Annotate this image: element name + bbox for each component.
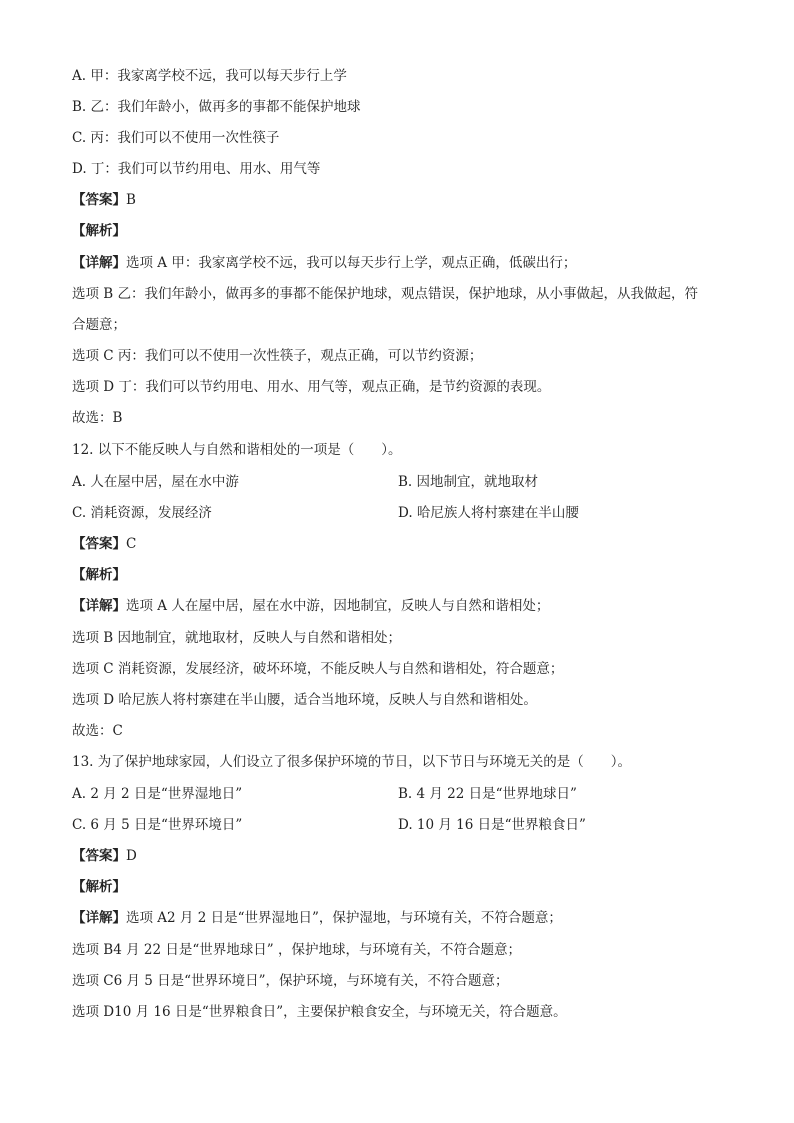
- q12-stem: 12. 以下不能反映人与自然和谐相处的一项是（ ）。: [72, 442, 402, 458]
- q13-analysis-tag: [72, 877, 126, 897]
- q11-detail-line-3: 合题意；: [72, 317, 126, 333]
- analysis-tag: 【解析】: [72, 223, 126, 239]
- answer-tag: 【答案】: [72, 848, 126, 864]
- q12-detail-line-1: [72, 596, 549, 616]
- q11-detail-text-1: 选项 A 甲：我家离学校不远，我可以每天步行上学，观点正确，低碳出行；: [126, 255, 577, 271]
- q11-option-d: D. 丁：我们可以节约用电、用水、用气等: [72, 161, 321, 177]
- q13-option-a: A. 2 月 2 日是“世界湿地日”: [72, 786, 243, 802]
- detail-tag: 【详解】: [72, 598, 126, 614]
- q11-detail-line-4: 选项 C 丙：我们可以不使用一次性筷子，观点正确，可以节约资源；: [72, 348, 483, 364]
- q11-conclusion: 故选：B: [72, 410, 123, 426]
- q12-detail-line-4: 选项 D 哈尼族人将村寨建在半山腰，适合当地环境，反映人与自然和谐相处。: [72, 692, 537, 708]
- q12-detail-text-1: 选项 A 人在屋中居，屋在水中游，因地制宜，反映人与自然和谐相处；: [126, 598, 550, 614]
- answer-tag: 【答案】: [72, 192, 126, 208]
- q11-detail-line-5: 选项 D 丁：我们可以节约用电、用水、用气等，观点正确，是节约资源的表现。: [72, 379, 551, 395]
- q11-detail-line-2: 选项 B 乙：我们年龄小，做再多的事都不能保护地球，观点错误，保护地球，从小事做起，从我做起，符: [72, 286, 699, 302]
- q12-option-d: D. 哈尼族人将村寨建在半山腰: [398, 505, 579, 521]
- detail-tag: 【详解】: [72, 255, 126, 271]
- q11-analysis-tag: [72, 221, 126, 241]
- q13-detail-text-1: 选项 A2 月 2 日是“世界湿地日”，保护湿地，与环境有关，不符合题意；: [126, 910, 562, 926]
- detail-tag: 【详解】: [72, 910, 126, 926]
- q12-answer-line: [72, 534, 136, 554]
- q13-option-c: C. 6 月 5 日是“世界环境日”: [72, 817, 243, 833]
- q13-option-d: D. 10 月 16 日是“世界粮食日”: [398, 817, 586, 833]
- q13-answer-line: [72, 846, 137, 866]
- answer-tag: 【答案】: [72, 536, 126, 552]
- q13-option-b: B. 4 月 22 日是“世界地球日”: [398, 786, 577, 802]
- q12-detail-line-3: 选项 C 消耗资源，发展经济，破坏环境，不能反映人与自然和谐相处，符合题意；: [72, 661, 564, 677]
- q13-answer: D: [126, 848, 137, 864]
- q13-stem: 13. 为了保护地球家园，人们设立了很多保护环境的节日，以下节日与环境无关的是（ ）。: [72, 754, 632, 770]
- q11-detail-line-1: [72, 253, 576, 273]
- q11-answer-line: [72, 190, 136, 210]
- q13-detail-line-1: [72, 908, 562, 928]
- q13-detail-line-3: 选项 C6 月 5 日是“世界环境日”，保护环境，与环境有关，不符合题意；: [72, 973, 509, 989]
- analysis-tag: 【解析】: [72, 567, 126, 583]
- q12-option-c: C. 消耗资源，发展经济: [72, 505, 212, 521]
- q13-detail-line-4: 选项 D10 月 16 日是“世界粮食日”，主要保护粮食安全，与环境无关，符合题意。: [72, 1004, 567, 1020]
- q11-answer: B: [126, 192, 136, 208]
- q12-option-b: B. 因地制宜，就地取材: [398, 474, 539, 490]
- q11-option-c: C. 丙：我们可以不使用一次性筷子: [72, 130, 280, 146]
- q11-option-b: B. 乙：我们年龄小，做再多的事都不能保护地球: [72, 99, 361, 115]
- q12-detail-line-2: 选项 B 因地制宜，就地取材，反映人与自然和谐相处；: [72, 630, 402, 646]
- q12-conclusion: 故选：C: [72, 723, 123, 739]
- q12-option-a: A. 人在屋中居，屋在水中游: [72, 474, 239, 490]
- q13-detail-line-2: 选项 B4 月 22 日是“世界地球日” ，保护地球，与环境有关，不符合题意；: [72, 942, 521, 958]
- analysis-tag: 【解析】: [72, 879, 126, 895]
- q11-option-a: A. 甲：我家离学校不远，我可以每天步行上学: [72, 68, 347, 84]
- q12-answer: C: [126, 536, 137, 552]
- q12-analysis-tag: [72, 565, 126, 585]
